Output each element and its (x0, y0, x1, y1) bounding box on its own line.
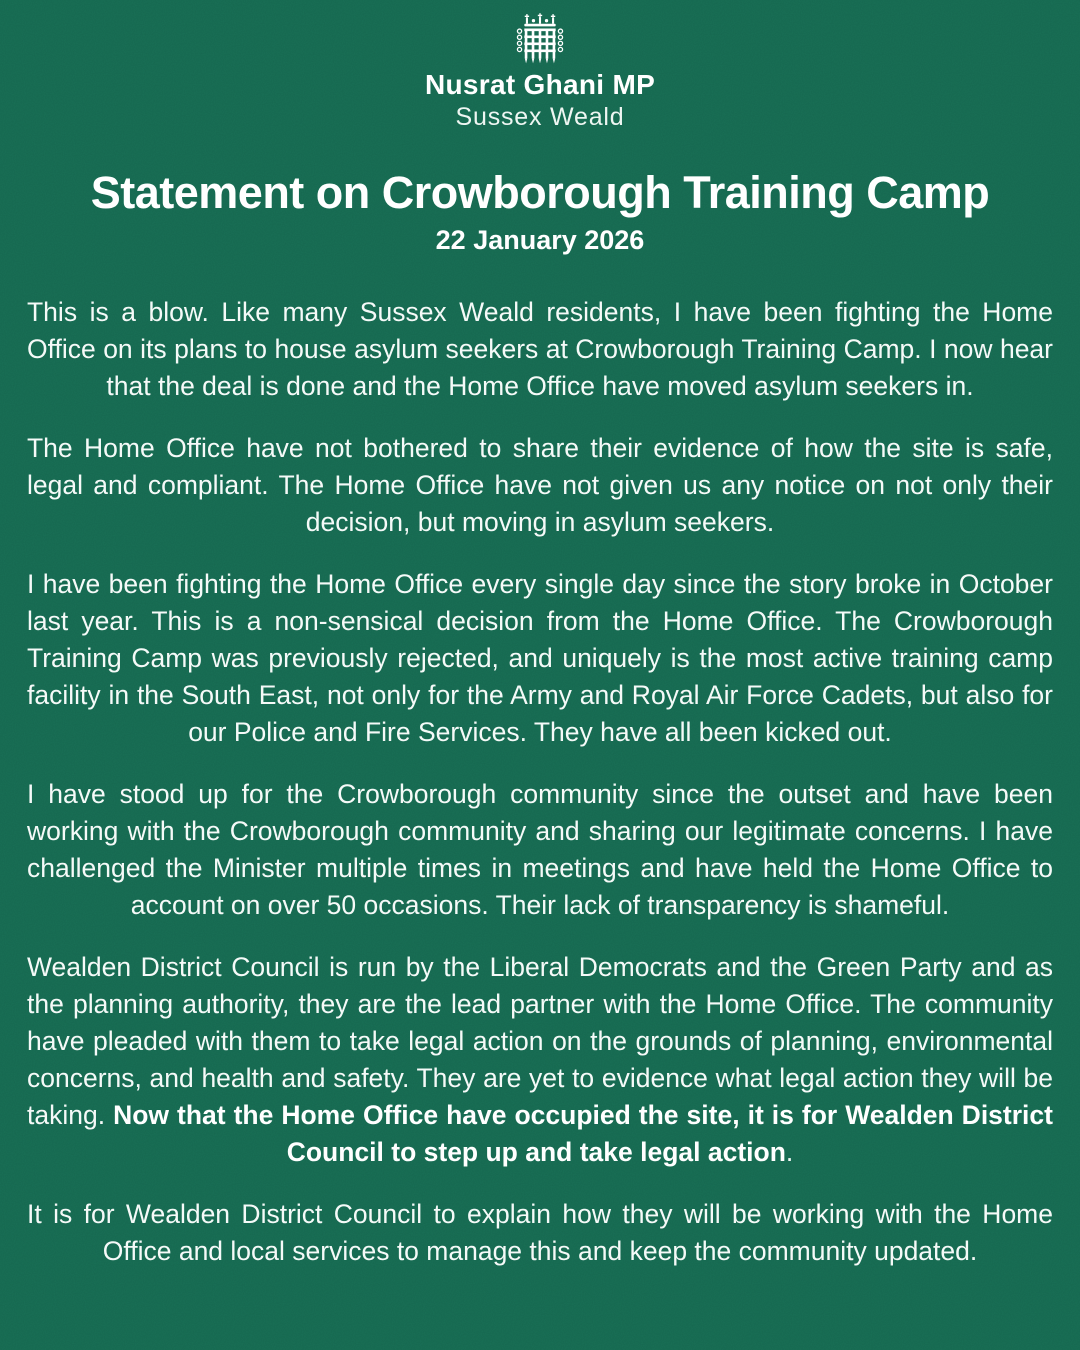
paragraph-text: I have stood up for the Crowborough community since the outset and have been working with the Crowborough community and sharing our legitimate concerns. I have challenged the Minister multiple times in meetings and have held the Home Office to account on over 50 occasions. Their lack of transparency is shameful. (27, 779, 1053, 921)
paragraph-bold-text: Now that the Home Office have occupied the site, it is for Wealden District Council to step up and take legal action (113, 1100, 1053, 1168)
paragraph-text: The Home Office have not bothered to share their evidence of how the site is safe, legal and compliant. The Home Office have not given us any notice on not only their decision, but moving in asylum seekers. (27, 433, 1053, 538)
statement-date: 22 January 2026 (435, 225, 645, 256)
parliament-portcullis-icon (511, 12, 569, 66)
statement-paragraph-4 (27, 776, 1053, 924)
statement-paragraph-6 (27, 1196, 1053, 1270)
mp-name: Nusrat Ghani MP (424, 69, 656, 100)
statement-title: Statement on Crowborough Training Camp (90, 166, 990, 218)
constituency-name: Sussex Weald (455, 103, 625, 132)
paragraph-text: It is for Wealden District Council to explain how they will be working with the Home Office and local services to manage this and keep the community updated. (27, 1199, 1053, 1267)
paragraph-text: This is a blow. Like many Sussex Weald residents, I have been fighting the Home Office on its plans to house asylum seekers at Crowborough Training Camp. I now hear that the deal is done and the Home Office have moved asylum seekers in. (27, 297, 1053, 402)
statement-paragraph-5 (27, 949, 1053, 1171)
paragraph-text-after-bold: . (785, 1137, 794, 1168)
statement-paragraph-2 (27, 430, 1053, 541)
paragraph-text: I have been fighting the Home Office every single day since the story broke in October last year. This is a non-sensical decision from the Home Office. The Crowborough Training Camp was previously rejected, and uniquely is the most active training camp facility in the South East, not only for the Army and Royal Air Force Cadets, but also for our Police and Fire Services. They have all been kicked out. (27, 569, 1053, 748)
statement-paragraph-1 (27, 294, 1053, 405)
statement-paragraph-3 (27, 566, 1053, 751)
paragraph-text: Wealden District Council is run by the Liberal Democrats and the Green Party and as the planning authority, they are the lead partner with the Home Office. The community have pleaded with them to take legal action on the grounds of planning, environmental concerns, and health and safety. They are yet to evidence what legal action they will be taking. (27, 952, 1053, 1131)
statement-body (27, 294, 1053, 1270)
